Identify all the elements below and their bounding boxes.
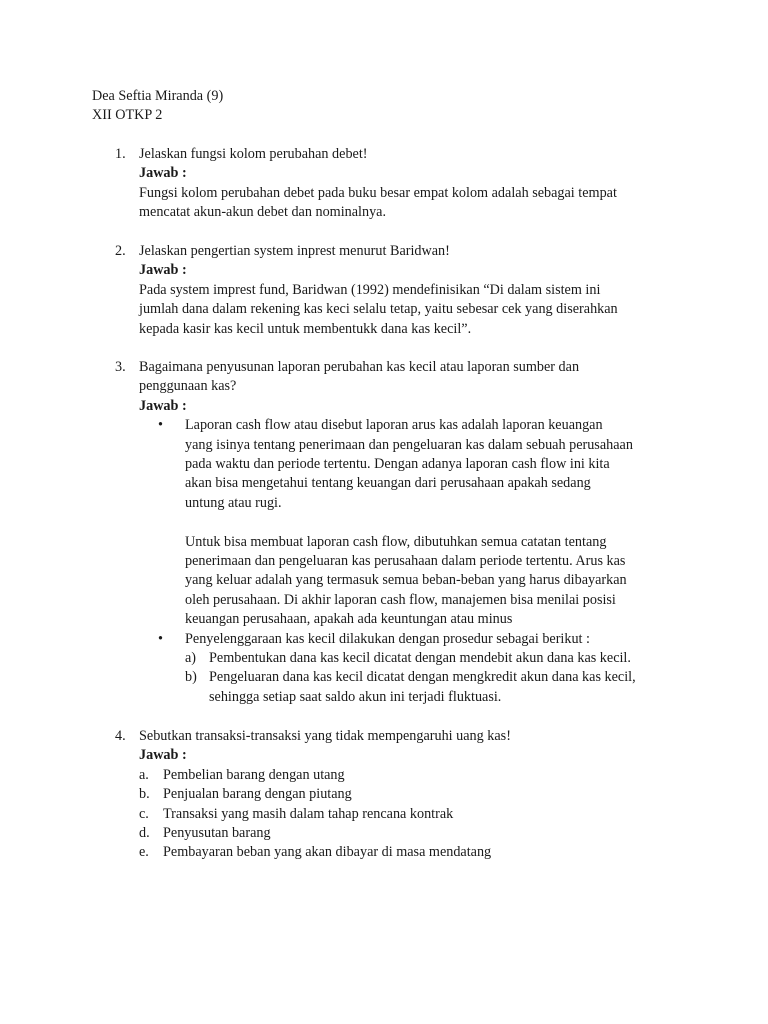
question-4 [0, 727, 768, 863]
answer-line: Fungsi kolom perubahan debet pada buku besar empat kolom adalah sebagai tempat [139, 184, 617, 201]
list-item-text: Penjualan barang dengan piutang [163, 786, 352, 803]
document-header [92, 87, 223, 126]
bullet-item-procedure [139, 630, 679, 649]
question-text: Jelaskan pengertian system inprest menurut Baridwan! [139, 243, 450, 259]
list-item-text: Pembayaran beban yang akan dibayar di masa mendatang [163, 844, 492, 861]
answer-line: mencatat akun-akun debet dan nominalnya. [139, 204, 387, 221]
answer-line: jumlah dana dalam rekening kas keci selalu tetap, yaitu sebesar cek yang diserahkan [139, 301, 618, 318]
bullet-line: pada waktu dan periode tertentu. Dengan adanya laporan cash flow ini kita [185, 456, 610, 473]
sub-item-a [139, 649, 679, 668]
list-item [139, 824, 679, 843]
bullet-line: akan bisa mengetahui tentang keuangan dari perusahaan apakah sedang [185, 475, 591, 492]
bullet-line: oleh perusahaan. Di akhir laporan cash flow, manajemen bisa menilai posisi [185, 591, 616, 608]
bullet-line: keuangan perusahaan, apakah ada keuntungan atau minus [185, 611, 513, 628]
bullet-icon: • [158, 630, 163, 647]
question-text: Bagaimana penyusunan laporan perubahan kas kecil atau laporan sumber dan [139, 359, 580, 375]
bullet-icon: • [158, 417, 163, 434]
list-item [139, 766, 679, 785]
sub-item-b [139, 668, 679, 707]
bullet-line: Laporan cash flow atau disebut laporan arus kas adalah laporan keuangan [185, 417, 603, 434]
answer-label: Jawab : [139, 397, 187, 414]
question-2 [0, 242, 768, 339]
answer-label: Jawab : [139, 165, 187, 182]
bullet-line: Penyelenggaraan kas kecil dilakukan dengan prosedur sebagai berikut : [185, 630, 590, 647]
list-item-text: Penyusutan barang [163, 825, 271, 842]
bullet-line: yang keluar adalah yang termasuk semua beban-beban yang harus dibayarkan [185, 572, 627, 589]
question-text: Sebutkan transaksi-transaksi yang tidak mempengaruhi uang kas! [139, 728, 511, 744]
sub-item-label: b) [185, 669, 197, 686]
question-number: 4. [115, 728, 126, 744]
bullet-paragraph [139, 533, 679, 630]
sub-item-text: sehingga setiap saat saldo akun ini terjadi fluktuasi. [209, 688, 502, 705]
question-number: 3. [115, 359, 126, 375]
answer-label: Jawab : [139, 262, 187, 279]
student-name: Dea Seftia Miranda (9) [92, 88, 224, 104]
sub-item-text: Pengeluaran dana kas kecil dicatat dengan mengkredit akun dana kas kecil, [209, 669, 636, 686]
list-item-label: a. [139, 766, 149, 783]
bullet-item-cash-flow [139, 416, 679, 513]
sub-item-label: a) [185, 650, 197, 667]
bullet-line: yang isinya tentang penerimaan dan pengeluaran kas dalam sebuah perusahaan [185, 436, 633, 453]
bullet-line: penerimaan dan pengeluaran kas perusahaan dalam periode tertentu. Arus kas [185, 553, 626, 570]
question-text: penggunaan kas? [139, 378, 237, 395]
list-item [139, 843, 679, 862]
answer-label: Jawab : [139, 747, 187, 764]
question-3 [0, 358, 768, 707]
list-item [139, 785, 679, 804]
list-item-label: b. [139, 786, 150, 803]
student-class: XII OTKP 2 [92, 107, 163, 124]
list-item-label: e. [139, 844, 149, 861]
question-1 [0, 145, 768, 223]
list-item-label: c. [139, 805, 149, 822]
bullet-line: untung atau rugi. [185, 494, 282, 511]
question-text: Jelaskan fungsi kolom perubahan debet! [139, 146, 368, 162]
list-item-text: Transaksi yang masih dalam tahap rencana kontrak [163, 805, 454, 822]
question-number: 1. [115, 146, 126, 162]
bullet-line: Untuk bisa membuat laporan cash flow, dibutuhkan semua catatan tentang [185, 533, 607, 550]
answer-line: kepada kasir kas kecil untuk membentukk dana kas kecil”. [139, 320, 472, 337]
list-item [139, 805, 679, 824]
answer-line: Pada system imprest fund, Baridwan (1992) mendefinisikan “Di dalam sistem ini [139, 281, 601, 298]
list-item-label: d. [139, 825, 150, 842]
question-number: 2. [115, 243, 126, 259]
list-item-text: Pembelian barang dengan utang [163, 766, 345, 783]
sub-item-text: Pembentukan dana kas kecil dicatat dengan mendebit akun dana kas kecil. [209, 650, 631, 667]
